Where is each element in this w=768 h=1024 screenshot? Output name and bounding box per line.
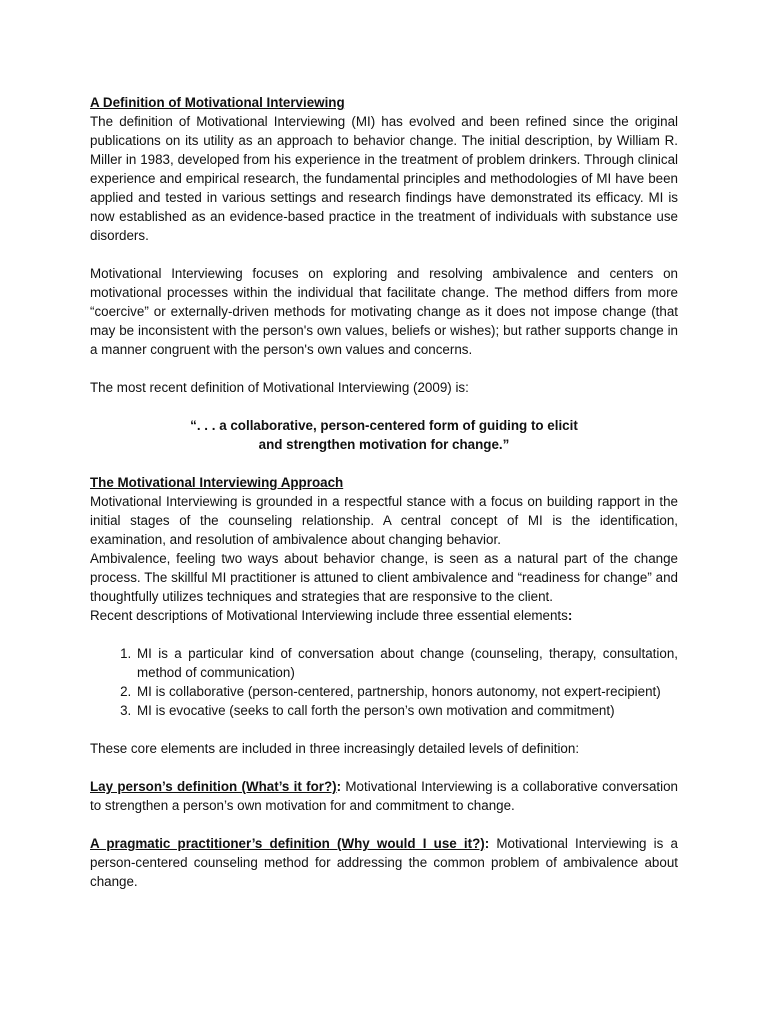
spacer <box>90 758 678 777</box>
definition-quote-line-1: “. . . a collaborative, person-centered form of guiding to elicit <box>190 418 578 433</box>
spacer <box>90 397 678 416</box>
definition-paragraph-2: Motivational Interviewing focuses on exploring and resolving ambivalence and centers on motivational processes within the individual that facilitate change. The method differs from more “coercive” or externally-driven methods for motivating change as it does not impose change (that may be inconsistent with the person's own values, beliefs or wishes); but rather supports change in a manner congruent with the person's own values and concerns. <box>90 266 678 357</box>
definition-paragraph-1: The definition of Motivational Interviewing (MI) has evolved and been refined since the original publications on its utility as an approach to behavior change. The initial description, by William R. Miller in 1983, developed from his experience in the treatment of problem drinkers. Through clinical experience and empirical research, the fundamental principles and methodologies of MI have been applied and tested in various settings and research findings have demonstrated its efficacy. MI is now established as an evidence-based practice in the treatment of individuals with substance use disorders. <box>90 114 678 243</box>
approach-paragraph-2: Ambivalence, feeling two ways about behavior change, is seen as a natural part of the change process. The skillful MI practitioner is attuned to client ambivalence and “readiness for change” and thoughtfully utilizes techniques and strategies that are responsive to the client. <box>90 551 678 604</box>
list-item: 2. MI is collaborative (person-centered, partnership, honors autonomy, not expert-recipient) <box>135 682 678 701</box>
spacer <box>90 625 678 644</box>
lay-person-definition-text: Motivational Interviewing is a collaborative conversation to strengthen a person’s own motivation for and commitment to change. <box>90 779 678 813</box>
core-elements-paragraph: These core elements are included in three increasingly detailed levels of definition: <box>90 741 580 756</box>
approach-paragraph-1: Motivational Interviewing is grounded in a respectful stance with a focus on building rapport in the initial stages of the counseling relationship. A central concept of MI is the identification, examination, and resolution of ambivalence about changing behavior. <box>90 494 678 547</box>
practitioner-definition <box>90 834 678 891</box>
lay-person-definition-colon: : <box>336 779 342 794</box>
definition-quote-line-2: and strengthen motivation for change.” <box>258 437 510 452</box>
approach-paragraph-3-text: Recent descriptions of Motivational Interviewing include three essential elements <box>90 608 568 623</box>
approach-paragraph-3 <box>90 606 678 625</box>
lay-person-definition-label: Lay person’s definition (What’s it for?) <box>90 779 337 794</box>
spacer <box>90 359 678 378</box>
definition-paragraph-3: The most recent definition of Motivational Interviewing (2009) is: <box>90 380 469 395</box>
practitioner-definition-text: Motivational Interviewing is a person-centered counseling method for addressing the common problem of ambivalence about change. <box>90 836 678 889</box>
practitioner-definition-colon: : <box>484 836 490 851</box>
approach-paragraph-3-colon: : <box>567 608 573 623</box>
list-item: 3. MI is evocative (seeks to call forth the person’s own motivation and commitment) <box>135 701 678 720</box>
spacer <box>90 815 678 834</box>
spacer <box>90 454 678 473</box>
document-page <box>90 93 678 891</box>
spacer <box>90 245 678 264</box>
practitioner-definition-label: A pragmatic practitioner’s definition (Why would I use it?) <box>90 836 485 851</box>
lay-person-definition <box>90 777 678 815</box>
list-item: 1. MI is a particular kind of conversation about change (counseling, therapy, consultation, method of communication) <box>135 644 678 682</box>
essential-elements-list <box>90 644 678 720</box>
spacer <box>90 720 678 739</box>
section-heading-approach: The Motivational Interviewing Approach <box>90 475 344 490</box>
section-heading-definition: A Definition of Motivational Interviewing <box>90 95 345 110</box>
